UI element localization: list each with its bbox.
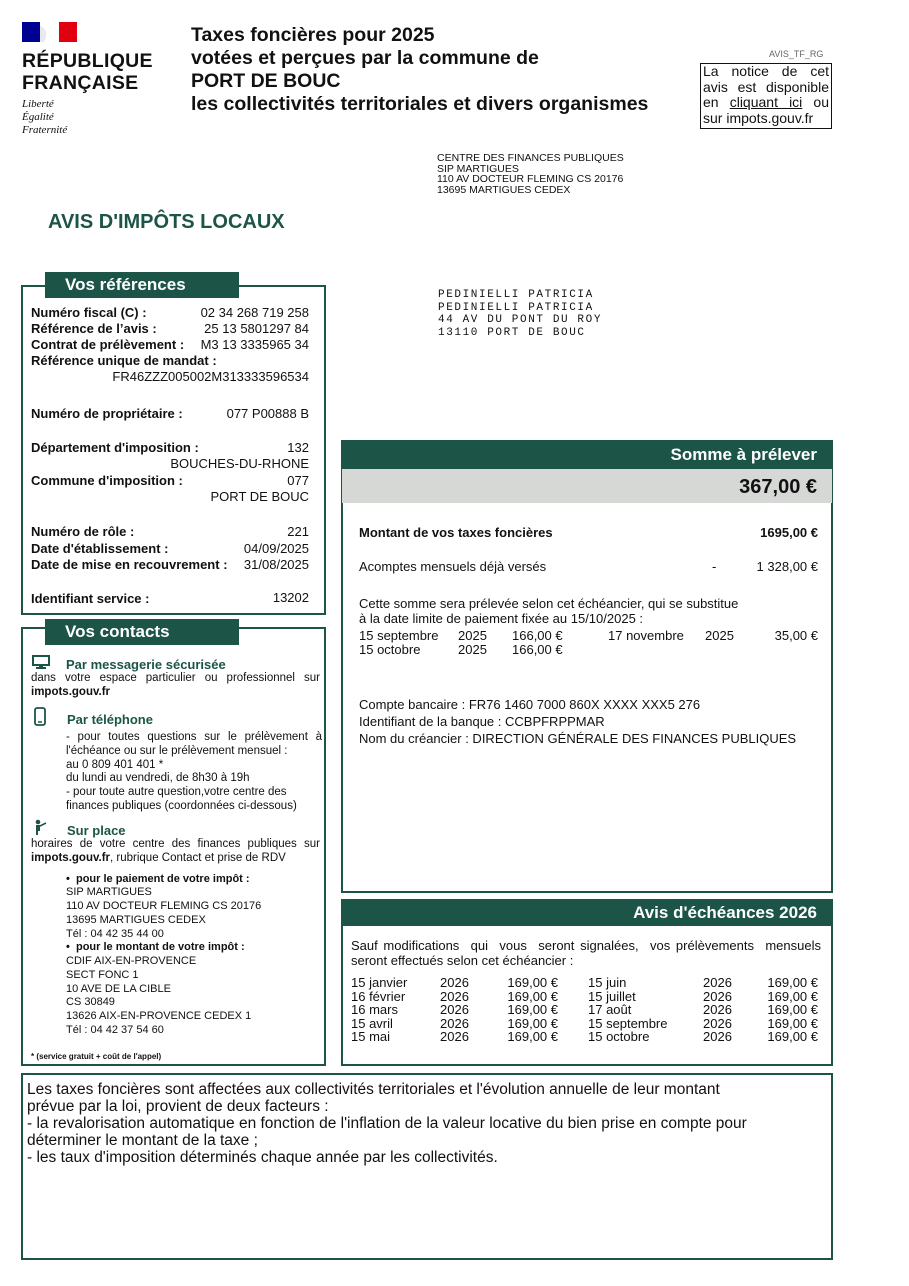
echeance-year: 2026 [703,975,732,990]
bank-id: Identifiant de la banque : CCBPFRPPMAR [359,714,605,729]
sched-amount-1: 166,00 € [512,628,563,643]
sched-line1: Cette somme sera prélevée selon cet échéancier, qui se substitue [359,596,739,611]
proprietaire-label: Numéro de propriétaire : [31,406,183,421]
echeance-amount: 169,00 € [507,988,558,1004]
place-title: Sur place [67,823,126,838]
references-title: Vos références [45,272,239,298]
echeance-date: 17 août [588,1002,632,1017]
location-person-icon [32,819,48,835]
doc-code: AVIS_TF_RG [769,49,824,59]
commune-label: Commune d'imposition : [31,473,183,488]
bullet-icon: • [66,941,76,953]
date-etab-label: Date d'établissement : [31,541,169,556]
echeance-date: 15 juillet [588,988,636,1004]
somme-box [341,440,833,893]
date-recouv-value: 31/08/2025 [243,557,309,572]
header-title2: votées et perçues par la commune de [191,47,539,69]
role-value: 221 [287,524,309,539]
notice-ou: ou [802,94,830,110]
amt-line3: 10 AVE DE LA CIBLE [66,983,171,995]
sched-amount-3: 35,00 € [774,628,818,643]
tel-line4: du lundi au vendredi, de 8h30 à 19h [66,772,250,784]
echeance-year: 2026 [703,988,732,1004]
recipient-line3: 44 AV DU PONT DU ROY [438,314,603,326]
computer-icon [32,655,50,670]
sender-line2: SIP MARTIGUES [437,162,519,175]
creditor: Nom du créancier : DIRECTION GÉNÉRALE DES FINANCES PUBLIQUES [359,731,797,746]
notice-line1: La notice de cet [703,63,829,79]
notice-link[interactable]: cliquant ici [729,94,803,110]
proprietaire-value: 077 P00888 B [226,406,309,421]
echeance-amount: 169,00 € [767,1002,818,1017]
acomptes-sign: - [712,559,717,574]
place-line1: horaires de votre centre des finances publiques sur [31,838,320,850]
msg-title: Par messagerie sécurisée [66,657,226,672]
pay-line2: 110 AV DOCTEUR FLEMING CS 20176 [66,900,262,912]
echeance-date: 15 avril [351,1015,393,1031]
numfisc-value: 02 34 268 719 258 [200,305,309,320]
echeance-date: 16 février [351,988,406,1004]
somme-amount: 367,00 € [342,469,832,503]
echeance-date: 15 octobre [588,1029,650,1044]
amt-line4: CS 30849 [66,996,115,1008]
tel-line6: finances publiques (coordonnées ci-dessous) [66,800,297,812]
echeance-amount: 169,00 € [767,1029,818,1044]
echeance-amount: 169,00 € [767,975,818,990]
departement-code: 132 [287,440,309,455]
refavis-value: 25 13 5801297 84 [204,321,309,336]
somme-title: Somme à prélever [342,441,832,469]
sched-line2: à la date limite de paiement fixée au 15/10/2025 : [359,611,644,626]
service-label: Identifiant service : [31,591,150,606]
echeance-year: 2026 [440,975,469,990]
echeance-amount: 169,00 € [767,988,818,1004]
echeance-amount: 169,00 € [767,1015,818,1031]
sched-date-2: 15 octobre [359,642,421,657]
header-title1: Taxes foncières pour 2025 [191,24,435,46]
echeance-year: 2026 [703,1002,732,1017]
echeance-year: 2026 [703,1029,732,1044]
rum-value: FR46ZZZ005002M313333596534 [112,369,309,384]
echeance-amount: 169,00 € [507,1002,558,1017]
amt-title [66,941,245,953]
msg-link[interactable]: impots.gouv.fr [31,686,111,698]
echeances-title: Avis d'échéances 2026 [342,900,832,926]
logo-motto1: Liberté [22,98,54,110]
echeance-year: 2026 [440,1002,469,1017]
echeance-amount: 169,00 € [507,1015,558,1031]
recipient-line1: PEDINIELLI PATRICIA [438,289,594,301]
info-line4: déterminer le montant de la taxe ; [27,1132,258,1149]
header-title4: les collectivités territoriales et divers organismes [191,93,649,115]
info-line1: Les taxes foncières sont affectées aux collectivités territoriales et l'évolution annuelle de leur montant [27,1081,720,1098]
pay-title-text: pour le paiement de votre impôt : [75,873,250,885]
sched-date-1: 15 septembre [359,628,439,643]
logo-motto3: Fraternité [22,124,68,136]
info-line5: - les taux d'imposition déterminés chaque année par les collectivités. [27,1149,498,1166]
msg-line1: dans votre espace particulier ou professionnel sur [31,672,320,684]
echeance-date: 16 mars [351,1002,398,1017]
amt-line2: SECT FONC 1 [66,969,139,981]
amt-line1: CDIF AIX-EN-PROVENCE [66,955,197,967]
numfisc-label: Numéro fiscal (C) : [31,305,147,320]
phone-icon [34,707,46,726]
sched-year-2: 2025 [458,642,487,657]
echeance-date: 15 septembre [588,1015,668,1031]
place-link[interactable]: impots.gouv.fr [31,852,111,864]
logo-motto2: Égalité [22,111,54,123]
republique-logo [22,22,152,140]
date-etab-value: 04/09/2025 [243,541,309,556]
doc-title: AVIS D'IMPÔTS LOCAUX [48,211,285,233]
echeance-date: 15 juin [588,975,627,990]
date-recouv-label: Date de mise en recouvrement : [31,557,228,572]
tel-line1: - pour toutes questions sur le prélèvement à [66,731,322,743]
place-line2-rest: , rubrique Contact et prise de RDV [110,852,286,864]
notice-line4: sur impots.gouv.fr [703,109,814,126]
recipient-line4: 13110 PORT DE BOUC [438,326,586,339]
bank-account: Compte bancaire : FR76 1460 7000 860X XXXX XXX5 276 [359,697,701,712]
tel-title: Par téléphone [67,712,153,727]
tel-line5: - pour toute autre question,votre centre des [66,786,287,798]
recipient-line2: PEDINIELLI PATRICIA [438,301,594,314]
echeance-amount: 169,00 € [507,1029,558,1044]
echeance-date: 15 mai [351,1029,391,1044]
amt-title-text: pour le montant de votre impôt : [75,941,245,953]
info-line3: - la revalorisation automatique en fonction de l'inflation de la valeur locative du bien prise en compte pour [27,1115,747,1132]
sender-line1: CENTRE DES FINANCES PUBLIQUES [437,152,624,164]
role-label: Numéro de rôle : [31,524,135,539]
sched-amount-2: 166,00 € [512,642,563,657]
tel-line2: l'échéance ou sur le prélèvement mensuel : [66,745,288,757]
departement-label: Département d'imposition : [31,440,199,455]
refavis-label: Référence de l’avis : [31,321,157,336]
commune-code: 077 [287,473,309,488]
contrat-value: M3 13 3335965 34 [200,337,309,352]
sender-line4: 13695 MARTIGUES CEDEX [437,183,571,196]
echeance-date: 15 janvier [351,975,408,990]
amt-line6: Tél : 04 42 37 54 60 [66,1024,164,1036]
notice-line3 [703,95,829,111]
echeance-year: 2026 [440,988,469,1004]
marianne-flag-icon [22,22,77,42]
logo-line2: FRANÇAISE [22,72,139,94]
echeances-intro2: seront effectués selon cet échéancier : [351,953,574,968]
sender-line3: 110 AV DOCTEUR FLEMING CS 20176 [437,173,624,185]
echeance-year: 2026 [703,1015,732,1031]
tel-line3[interactable]: au 0 809 401 401 * [66,759,164,771]
logo-line1: RÉPUBLIQUE [22,50,153,72]
place-line2 [31,852,286,864]
header-title3: PORT DE BOUC [191,70,341,92]
acomptes-label: Acomptes mensuels déjà versés [359,559,547,574]
sched-year-1: 2025 [458,628,487,643]
sched-date-3: 17 novembre [608,628,684,643]
echeance-year: 2026 [440,1015,469,1031]
recipient-address [438,289,602,339]
echeances-intro1: Sauf modifications qui vous seront signalées, vos prélèvements mensuels [351,938,821,953]
footnote: * (service gratuit + coût de l'appel) [31,1052,162,1061]
contrat-label: Contrat de prélèvement : [31,337,185,352]
pay-line3: 13695 MARTIGUES CEDEX [66,914,206,926]
rum-label: Référence unique de mandat : [31,353,217,368]
echeance-year: 2026 [440,1029,469,1044]
notice-box[interactable] [700,63,832,129]
pay-line4: Tél : 04 42 35 44 00 [66,928,164,940]
acomptes-value: 1 328,00 € [756,559,818,574]
contacts-title: Vos contacts [45,619,239,645]
echeance-amount: 169,00 € [507,975,558,990]
montant-value: 1695,00 € [760,525,818,540]
service-value: 13202 [272,590,309,605]
sched-year-3: 2025 [705,628,734,643]
info-line2: prévue par la loi, provient de deux facteurs : [27,1098,329,1115]
amt-line5: 13626 AIX-EN-PROVENCE CEDEX 1 [66,1010,252,1022]
bullet-icon: • [66,873,76,885]
pay-line1: SIP MARTIGUES [66,886,152,898]
commune-name: PORT DE BOUC [210,489,309,504]
sender-address [437,153,624,195]
notice-line2: avis est disponible [703,78,829,95]
info-text [27,1081,747,1166]
notice-en: en [703,94,730,110]
departement-name: BOUCHES-DU-RHONE [170,456,309,471]
pay-title [66,873,250,885]
montant-label: Montant de vos taxes foncières [359,525,553,540]
